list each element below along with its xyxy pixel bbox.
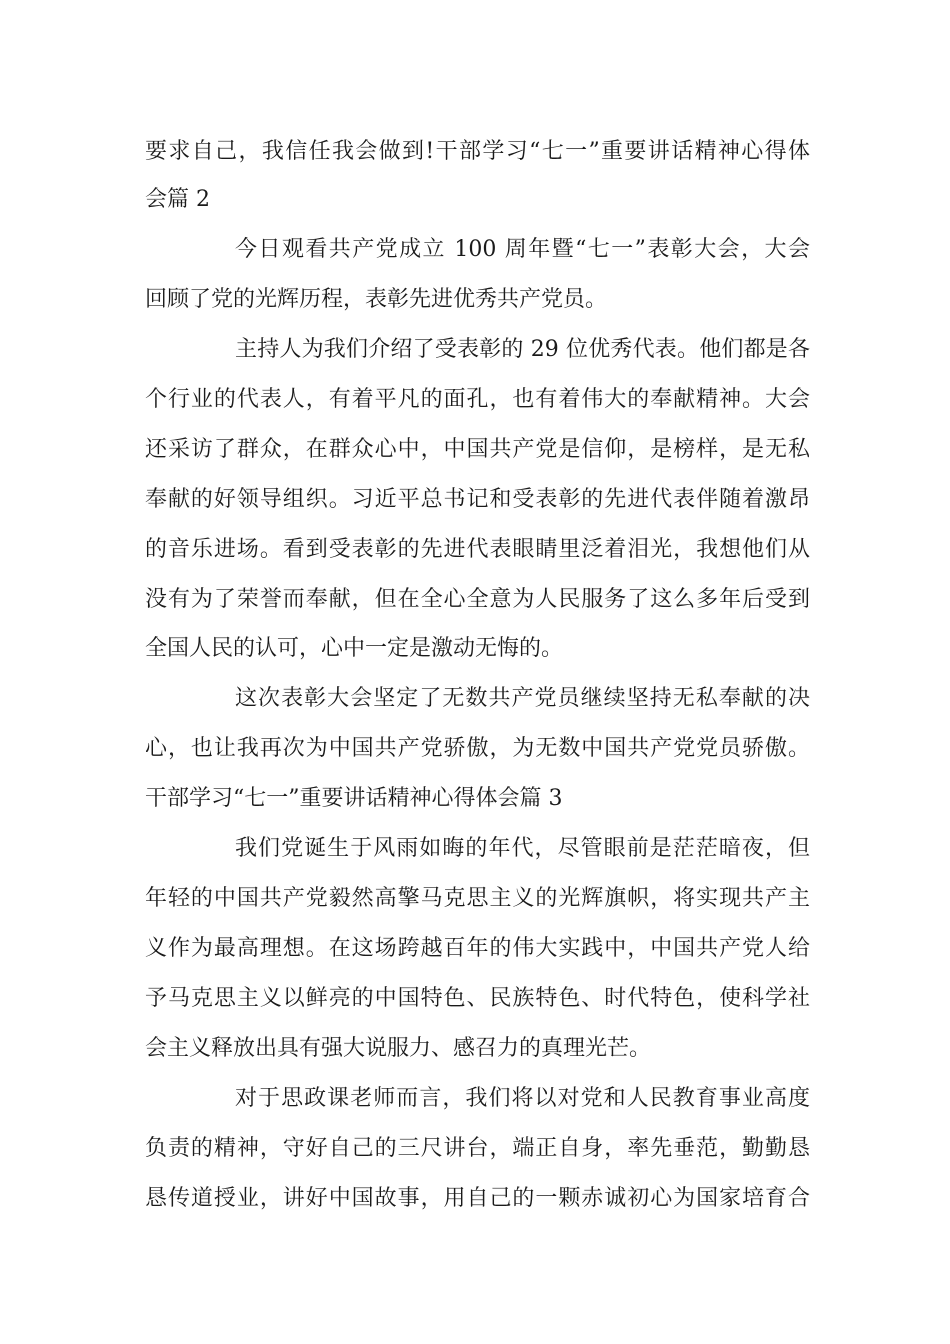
- text-line: 予马克思主义以鲜亮的中国特色、民族特色、时代特色，使科学社: [145, 986, 810, 1011]
- text-line: 个行业的代表人，有着平凡的面孔，也有着伟大的奉献精神。大会: [145, 387, 810, 412]
- text-line: 心，也让我再次为中国共产党骄傲，为无数中国共产党党员骄傲。: [145, 736, 810, 761]
- section-heading: 干部学习“七一”重要讲话精神心得体会篇 3: [145, 786, 563, 811]
- paragraph-first-line: 今日观看共产党成立 100 周年暨“七一”表彰大会，大会: [235, 237, 810, 262]
- text-line: 恳传道授业，讲好中国故事，用自己的一颗赤诚初心为国家培育合: [145, 1186, 810, 1211]
- text-line: 奉献的好领导组织。习近平总书记和受表彰的先进代表伴随着激昂: [145, 487, 810, 512]
- text-line: 会主义释放出具有强大说服力、感召力的真理光芒。: [145, 1036, 652, 1061]
- text-line: 的音乐进场。看到受表彰的先进代表眼睛里泛着泪光，我想他们从: [145, 537, 810, 562]
- text-line: 年轻的中国共产党毅然高擎马克思主义的光辉旗帜，将实现共产主: [145, 886, 810, 911]
- text-line: 回顾了党的光辉历程，表彰先进优秀共产党员。: [145, 287, 608, 312]
- text-line: 没有为了荣誉而奉献，但在全心全意为人民服务了这么多年后受到: [145, 587, 810, 612]
- text-line: 会篇 2: [145, 187, 210, 212]
- text-line: 要求自己，我信任我会做到!干部学习“七一”重要讲话精神心得体: [145, 139, 810, 164]
- text-line: 负责的精神，守好自己的三尺讲台，端正自身，率先垂范，勤勤恳: [145, 1136, 810, 1161]
- paragraph-first-line: 对于思政课老师而言，我们将以对党和人民教育事业高度: [235, 1086, 810, 1111]
- paragraph-first-line: 主持人为我们介绍了受表彰的 29 位优秀代表。他们都是各: [235, 337, 810, 362]
- text-line: 全国人民的认可，心中一定是激动无悔的。: [145, 636, 564, 661]
- text-line: 义作为最高理想。在这场跨越百年的伟大实践中，中国共产党人给: [145, 936, 810, 961]
- paragraph-first-line: 我们党诞生于风雨如晦的年代，尽管眼前是茫茫暗夜，但: [235, 836, 810, 861]
- text-line: 还采访了群众，在群众心中，中国共产党是信仰，是榜样，是无私: [145, 437, 810, 462]
- paragraph-first-line: 这次表彰大会坚定了无数共产党员继续坚持无私奉献的决: [235, 686, 810, 711]
